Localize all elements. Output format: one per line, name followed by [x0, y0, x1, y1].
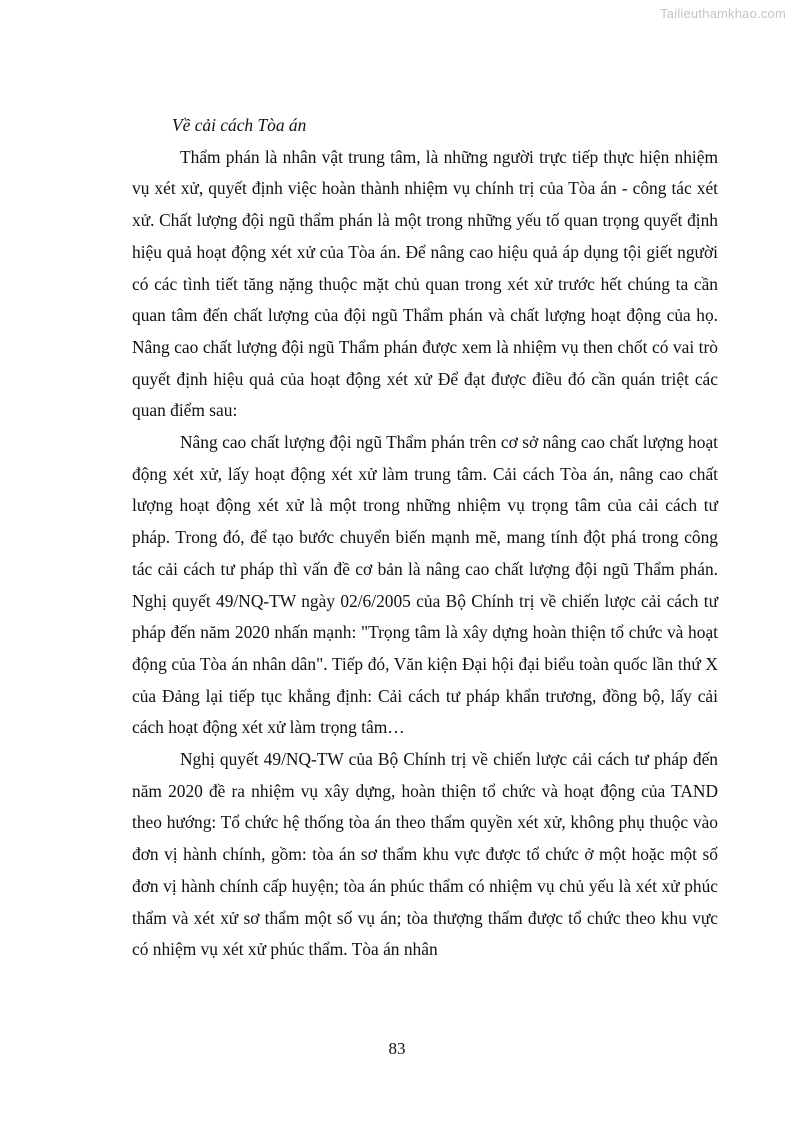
paragraph-1: Thẩm phán là nhân vật trung tâm, là những người trực tiếp thực hiện nhiệm vụ xét xử, quyết định việc hoàn thành nhiệm vụ chính trị của Tòa án - công tác xét xử. Chất lượng đội ngũ thẩm phán là một trong những yếu tố quan trọng quyết định hiệu quả hoạt động xét xử của Tòa án. Để nâng cao hiệu quả áp dụng tội giết người có các tình tiết tăng nặng thuộc mặt chủ quan trong xét xử trước hết chúng ta cần quan tâm đến chất lượng của đội ngũ Thẩm phán và chất lượng hoạt động của họ. Nâng cao chất lượng đội ngũ Thẩm phán được xem là nhiệm vụ then chốt có vai trò quyết định hiệu quả của hoạt động xét xử Để đạt được điều đó cần quán triệt các quan điểm sau: — [132, 146, 718, 421]
page-body — [132, 110, 718, 966]
section-heading: Về cải cách Tòa án — [172, 115, 307, 135]
page-number: 83 — [388, 1039, 406, 1058]
paragraph-3: Nghị quyết 49/NQ-TW của Bộ Chính trị về chiến lược cải cách tư pháp đến năm 2020 đề ra nhiệm vụ xây dựng, hoàn thiện tổ chức và hoạt động của TAND theo hướng: Tổ chức hệ thống tòa án theo thẩm quyền xét xử, không phụ thuộc vào đơn vị hành chính, gồm: tòa án sơ thẩm khu vực được tổ chức ở một hoặc một số đơn vị hành chính cấp huyện; tòa án phúc thẩm có nhiệm vụ chủ yếu là xét xử phúc thẩm và xét xử sơ thẩm một số vụ án; tòa thượng thẩm được tổ chức theo khu vực có nhiệm vụ xét xử phúc thẩm. Tòa án nhân — [132, 749, 718, 960]
watermark: Tailieuthamkhao.com — [660, 6, 786, 21]
paragraph-2: Nâng cao chất lượng đội ngũ Thẩm phán trên cơ sở nâng cao chất lượng hoạt động xét xử, lấy hoạt động xét xử làm trung tâm. Cải cách Tòa án, nâng cao chất lượng hoạt động xét xử là một trong những nhiệm vụ trọng tâm của cải cách tư pháp. Trong đó, để tạo bước chuyển biến mạnh mẽ, mang tính đột phá trong công tác cải cách tư pháp thì vấn đề cơ bản là nâng cao chất lượng đội ngũ Thẩm phán. Nghị quyết 49/NQ-TW ngày 02/6/2005 của Bộ Chính trị về chiến lược cải cách tư pháp đến năm 2020 nhấn mạnh: "Trọng tâm là xây dựng hoàn thiện tổ chức và hoạt động của Tòa án nhân dân". Tiếp đó, Văn kiện Đại hội đại biểu toàn quốc lần thứ X của Đảng lại tiếp tục khẳng định: Cải cách tư pháp khẩn trương, đồng bộ, lấy cải cách hoạt động xét xử làm trọng tâm… — [132, 432, 718, 738]
